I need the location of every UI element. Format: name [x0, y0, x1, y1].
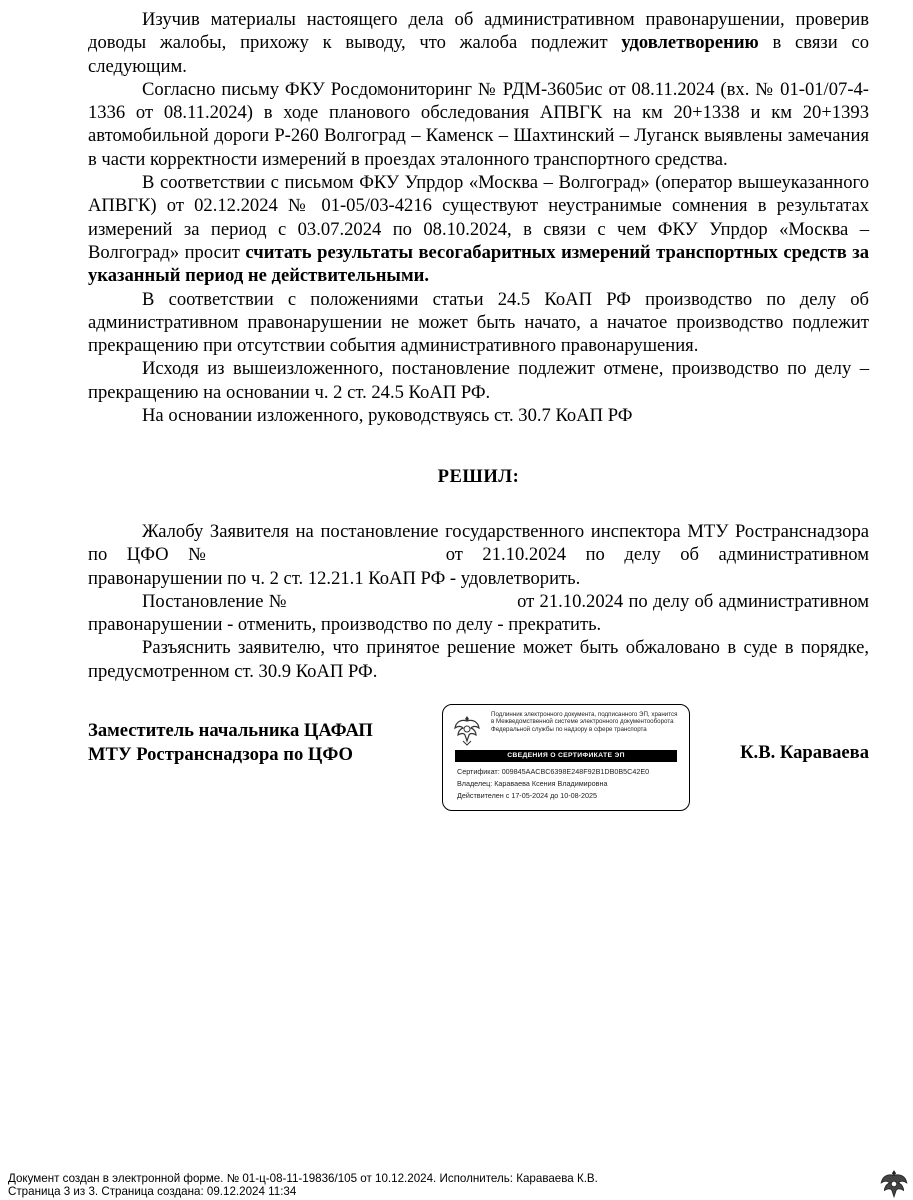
- stamp-intro: Подлинник электронного документа, подписанного ЭП, хранится в Межведомственной системе электронного документооборота Федеральной службы по надзору в сфере транспорта: [491, 711, 678, 733]
- decision-heading: РЕШИЛ:: [437, 466, 520, 487]
- bold-invalid-results: считать результаты весогабаритных измерений транспортных средств за указанный период не действительными.: [88, 241, 869, 287]
- stamp-header: СВЕДЕНИЯ О СЕРТИФИКАТЕ ЭП: [455, 750, 677, 762]
- paragraph-basis: На основании изложенного, руководствуясь ст. 30.7 КоАП РФ: [142, 405, 633, 427]
- signatory-position: Заместитель начальника ЦАФАП МТУ Ространснадзора по ЦФО: [88, 720, 373, 765]
- signatory-name: К.В. Караваева: [740, 742, 869, 763]
- bold-satisfy: удовлетворению: [621, 32, 759, 54]
- decision-block: [88, 520, 869, 683]
- stamp-validity: Действителен с 17-05-2024 до 10-08-2025: [457, 791, 598, 800]
- footer-eagle-emblem-icon: [878, 1168, 910, 1200]
- document-body: [88, 8, 870, 682]
- paragraph-article-24-5: В соответствии с положениями статьи 24.5 КоАП РФ производство по делу об административном правонарушении не может быть начато, а начатое производство подлежит прекращению при отсутствии события административного правонарушения.: [88, 288, 869, 357]
- footer-document-info: Документ создан в электронной форме. № 01-ц-08-11-19836/105 от 10.12.2024. Исполнитель: Караваева К.В.: [8, 1172, 598, 1185]
- decision-complaint: Жалобу Заявителя на постановление государственного инспектора МТУ Ространснадзора по ЦФО № от 21.10.2024 по делу об административном правонарушении по ч. 2 ст. 12.21.1 КоАП РФ - удовлетворить.: [88, 521, 870, 589]
- decision-resolution: Постановление № от 21.10.2024 по делу об административном правонарушении - отменить, производство по делу - прекратить.: [88, 590, 870, 636]
- paragraph-cancellation: Исходя из вышеизложенного, постановление подлежит отмене, производство по делу – прекращению на основании ч. 2 ст. 24.5 КоАП РФ.: [88, 358, 869, 403]
- paragraph-conclusion: Изучив материалы настоящего дела об административном правонарушении, проверив доводы жалобы, прихожу к выводу, что жалоба подлежит удовлетворению в связи со следующим.: [88, 9, 869, 77]
- stamp-owner: Владелец: Караваева Ксения Владимировна: [457, 779, 608, 788]
- decision-appeal: Разъяснить заявителю, что принятое решение может быть обжаловано в суде в порядке, предусмотренном ст. 30.9 КоАП РФ.: [88, 637, 869, 682]
- footer-page-info: Страница 3 из 3. Страница создана: 09.12.2024 11:34: [8, 1185, 297, 1198]
- eagle-emblem-icon: [453, 713, 481, 747]
- paragraph-letter-uprdor: В соответствии с письмом ФКУ Упрдор «Москва – Волгоград» (оператор вышеуказанного АПВГК) от 02.12.2024 № 01-05/03-4216 существуют неустранимые сомнения в результатах измерений за период с 03.07.2024 по 08.10.2024, в связи с чем ФКУ Упрдор «Москва – Волгоград» просит считать результаты весогабаритных измерений транспортных средств за указанный период не действительными.: [88, 172, 869, 287]
- stamp-certificate: Сертификат: 009845AACBC6398E248F92B1DB0B5C42E0: [457, 767, 650, 776]
- signature-stamp: [442, 704, 690, 811]
- paragraph-letter-rosdomonitoring: Согласно письму ФКУ Росдомониторинг № РДМ-3605ис от 08.11.2024 (вх. № 01-01/07-4-1336 от 08.11.2024) в ходе планового обследования АПВГК на км 20+1338 и км 20+1393 автомобильной дороги Р-260 Волгоград – Каменск – Шахтинский – Луганск выявлены замечания в части корректности измерений в проездах эталонного транспортного средства.: [88, 78, 869, 170]
- page-footer: [8, 1172, 598, 1198]
